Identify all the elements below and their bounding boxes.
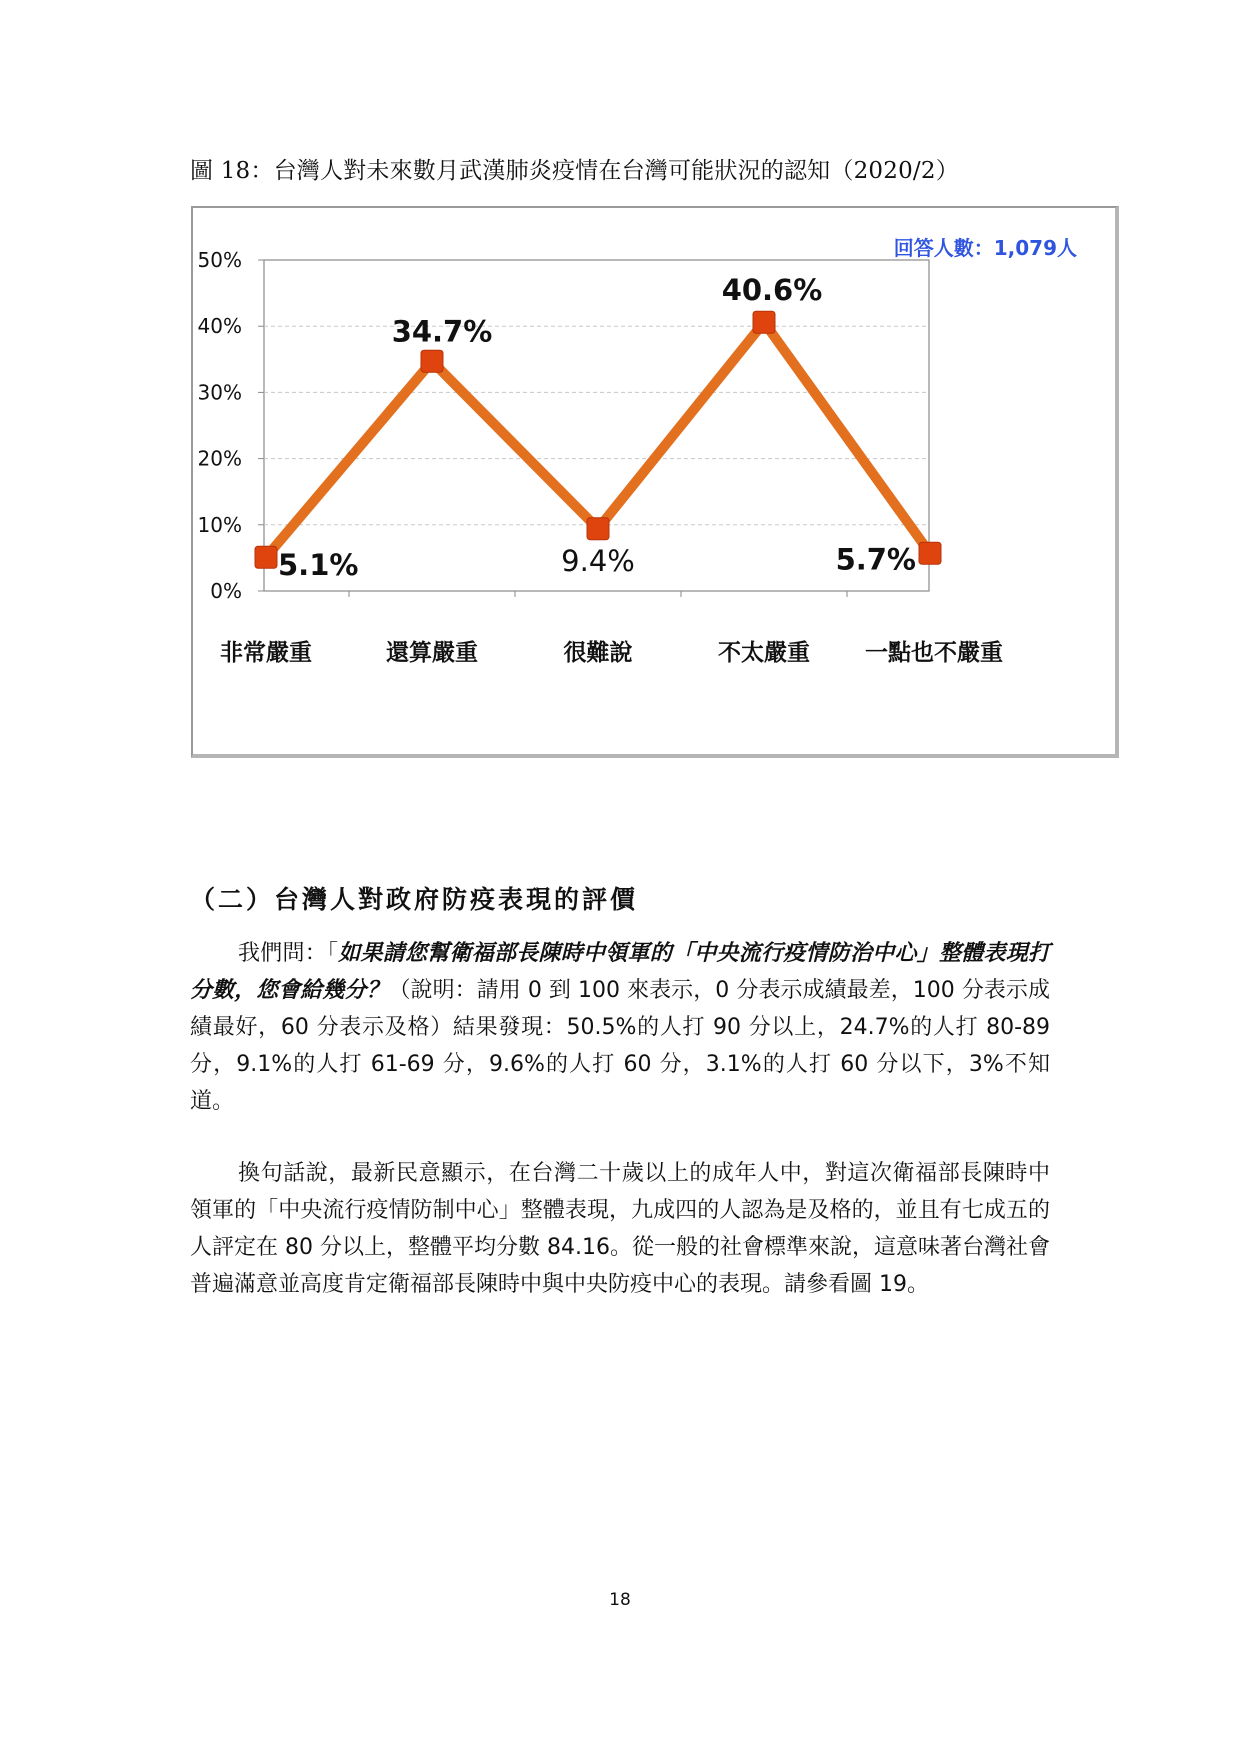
data-point [421, 350, 443, 372]
data-point [919, 542, 941, 564]
y-tick-label: 40% [197, 314, 242, 339]
section-heading: （二）台灣人對政府防疫表現的評價 [190, 885, 639, 914]
x-category-label: 很難說 [563, 640, 633, 666]
data-label: 5.1% [278, 548, 359, 583]
paragraph-summary: 換句話說，最新民意顯示，在台灣二十歲以上的成年人中，對這次衛福部長陳時中領軍的「中央流行疫情防制中心」整體表現，九成四的人認為是及格的，並且有七成五的人評定在 80 分以上，整體平均分數 84.16。從一般的社會標準來說，這意味著台灣社會普遍滿意並高度肯定衛福部長陳時中與中央防疫中心的表現。請參看圖 19。 [190, 1161, 1050, 1297]
plot-area [264, 260, 929, 591]
line-chart [193, 208, 1115, 754]
data-label: 40.6% [721, 273, 823, 308]
data-point [753, 311, 775, 333]
figure-caption: 圖 18：台灣人對未來數月武漢肺炎疫情在台灣可能狀況的認知（2020/2） [190, 158, 959, 184]
y-tick-label: 20% [197, 446, 242, 471]
x-category-label: 不太嚴重 [718, 640, 810, 666]
x-category-label: 還算嚴重 [386, 640, 478, 666]
data-label: 5.7% [835, 542, 916, 577]
page-number: 18 [609, 1590, 631, 1610]
question-intro: 我們問：「 [238, 941, 339, 966]
paragraph-survey-question [190, 935, 1050, 1120]
question-results: （說明：請用 0 到 100 來表示，0 分表示成績最差，100 分表示成績最好，60 分表示及格）結果發現：50.5%的人打 90 分以上，24.7%的人打 80-89 分，9.1%的人打 61-69 分，9.6%的人打 60 分，3.1%的人打 60 分以下，3%不知道。 [190, 978, 1050, 1114]
x-category-label: 一點也不嚴重 [865, 640, 1003, 666]
data-label: 34.7% [391, 314, 493, 349]
respondents-label: 回答人數：1,079人 [893, 236, 1077, 260]
data-point [255, 546, 277, 568]
y-tick-label: 10% [197, 512, 242, 537]
chart-frame [191, 206, 1119, 758]
question-text: 如果請您幫衛福部長陳時中領軍的「中央流行疫情防治中心」整體表現打分數，您會給幾分？ [190, 941, 1050, 1003]
y-tick-label: 30% [197, 380, 242, 405]
data-label: 9.4% [561, 543, 635, 578]
y-tick-label: 0% [210, 579, 242, 603]
data-point [587, 518, 609, 540]
y-tick-label: 50% [197, 248, 242, 272]
x-category-label: 非常嚴重 [220, 640, 312, 666]
